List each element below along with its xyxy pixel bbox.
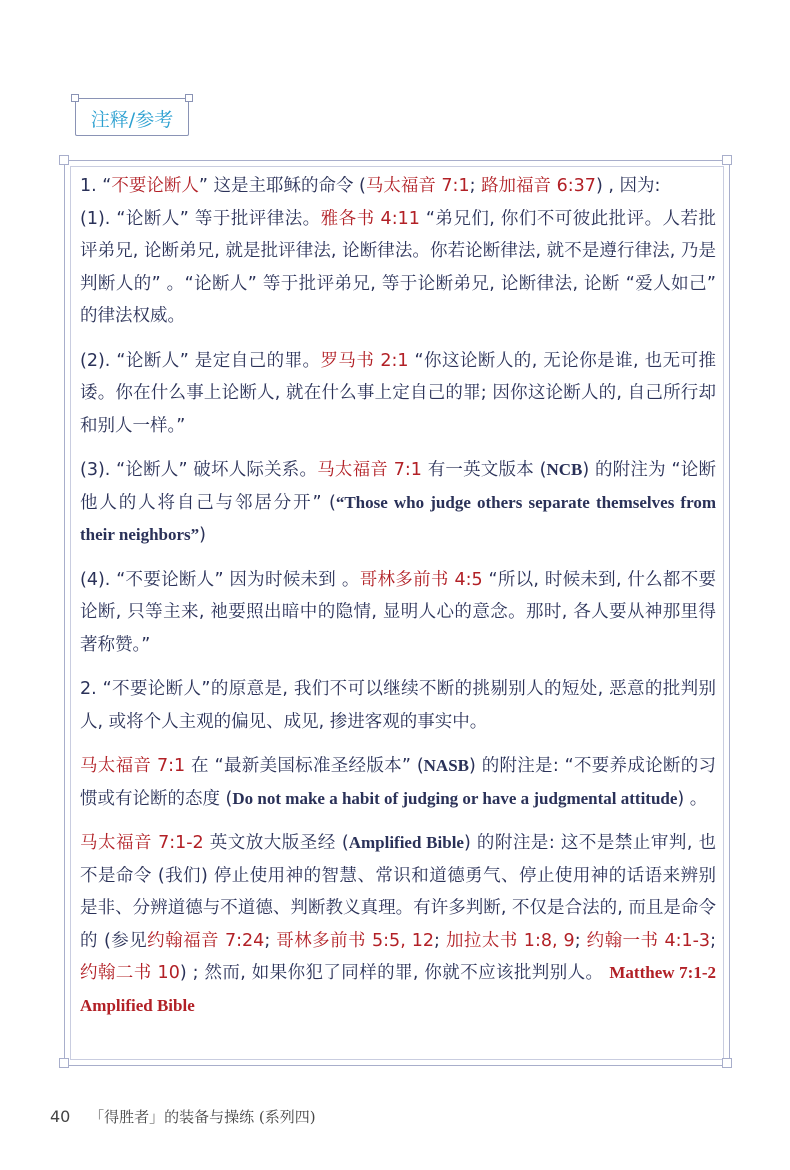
note-text: ; (469, 176, 482, 196)
scripture-reference: 雅各书 4:11 (320, 208, 420, 229)
note-text: 在 “最新美国标准圣经版本” ( (185, 756, 424, 776)
scripture-reference: 约翰二书 10 (80, 963, 180, 983)
note-paragraph-p5 (80, 673, 716, 738)
scripture-reference: 马太福音 7:1 (317, 460, 422, 480)
note-text: ” 这是主耶稣的命令 ( (198, 176, 366, 196)
scripture-reference: 约翰福音 7:24 (147, 930, 265, 951)
scripture-reference: 罗马书 2:1 (320, 350, 409, 371)
scripture-reference: Matthew 7:1-2 Amplified Bible (80, 963, 716, 1015)
note-text: ; (264, 930, 277, 951)
note-text: (1). “论断人” 等于批评律法。 (80, 208, 321, 229)
note-text: ) ; 然而, 如果你犯了同样的罪, 你就不应该批判别人。 (179, 963, 610, 983)
scripture-reference: 哥林多前书 5:5, 12 (276, 930, 435, 951)
heading-title: 注释/参考 (90, 109, 174, 131)
note-text: ) (199, 525, 206, 545)
note-text: “弟兄们, 你们不可彼此批评。人若批评弟兄, 论断弟兄, 就是批评律法, 论断律法。你若论断律法, 就不是遵行律法, 乃是判断人的” 。“论断人” 等于批评弟兄, 等于论断弟兄, 论断律法, 论断 “爱人如己” 的律法权威。 (80, 208, 716, 326)
page-number: 40 (50, 1107, 71, 1126)
note-text: (4). “不要论断人” 因为时候未到 。 (80, 569, 360, 590)
book-title: 「得胜者」的装备与操练 (系列四) (89, 1108, 316, 1126)
note-paragraph-p2 (80, 345, 716, 443)
scripture-reference: 哥林多前书 4:5 (359, 569, 483, 590)
scripture-reference: 约翰一书 4:1-3 (586, 930, 711, 951)
scripture-reference: 加拉太书 1:8, 9 (445, 930, 575, 951)
notes-body (80, 170, 716, 1034)
note-text: (2). “论断人” 是定自己的罪。 (80, 350, 321, 371)
note-text: NASB (423, 756, 470, 775)
note-paragraph-p4 (80, 564, 716, 662)
note-paragraph-p3 (80, 454, 716, 552)
note-text: Do not make a habit of judging or have a judgmental attitude (232, 788, 678, 808)
scripture-reference: 不要论断人 (111, 176, 199, 196)
frame-corner-ornament (722, 155, 732, 165)
note-text: “Those who judge others separate themselves from their neighbors” (80, 492, 716, 544)
page-footer (50, 1106, 316, 1127)
note-text: ) 的附注是: “不要养成论断的习惯或有论断的态度 ( (80, 756, 716, 809)
note-paragraph-p1b (80, 203, 716, 333)
frame-corner-ornament (59, 155, 69, 165)
note-text: ) 。 (677, 788, 708, 809)
scripture-reference: 马太福音 7:1-2 (80, 833, 204, 853)
note-paragraph-p6 (80, 750, 716, 815)
scripture-reference: 路加福音 6:37 (481, 176, 596, 196)
frame-corner-ornament (59, 1058, 69, 1068)
scripture-reference: 马太福音 7:1 (80, 756, 186, 776)
note-text: ; (710, 930, 716, 951)
note-text: “你这论断人的, 无论你是谁, 也无可推诿。你在什么事上论断人, 就在什么事上定自己的罪; 因你这论断人的, 自己所行却和别人一样。” (80, 350, 716, 436)
scripture-reference: 马太福音 7:1 (365, 176, 470, 196)
frame-corner-ornament (722, 1058, 732, 1068)
note-text: ) , 因为: (595, 176, 661, 196)
note-text: NCB (546, 460, 583, 479)
note-text: 英文放大版圣经 ( (203, 833, 349, 853)
note-text: “所以, 时候未到, 什么都不要论断, 只等主来, 祂要照出暗中的隐情, 显明人心的意念。那时, 各人要从神那里得著称赞。” (80, 569, 717, 655)
note-text: 1. “ (80, 176, 112, 196)
note-text: 2. “不要论断人”的原意是, 我们不可以继续不断的挑剔别人的短处, 恶意的批判别人, 或将个人主观的偏见、成见, 掺进客观的事实中。 (80, 679, 716, 732)
note-text: Amplified Bible (348, 833, 464, 852)
note-paragraph-p7 (80, 827, 716, 1022)
note-text: ; (434, 930, 446, 951)
note-text: 有一英文版本 ( (421, 460, 547, 480)
note-text: ; (574, 930, 587, 951)
note-text: ) 的附注为 “论断他人的人将自己与邻居分开” ( (80, 460, 717, 513)
note-text: ) 的附注是: 这不是禁止审判, 也不是命令 (我们) 停止使用神的智慧、常识和道德勇气、停止使用神的话语来辨别是非、分辨道德与不道德、判断教义真理。有许多判断, 不仅是合法的, 而且是命令的 (参见 (80, 833, 716, 951)
note-paragraph-p1 (80, 170, 716, 203)
note-text: (3). “论断人” 破坏人际关系。 (80, 460, 318, 480)
heading-box (75, 98, 189, 136)
